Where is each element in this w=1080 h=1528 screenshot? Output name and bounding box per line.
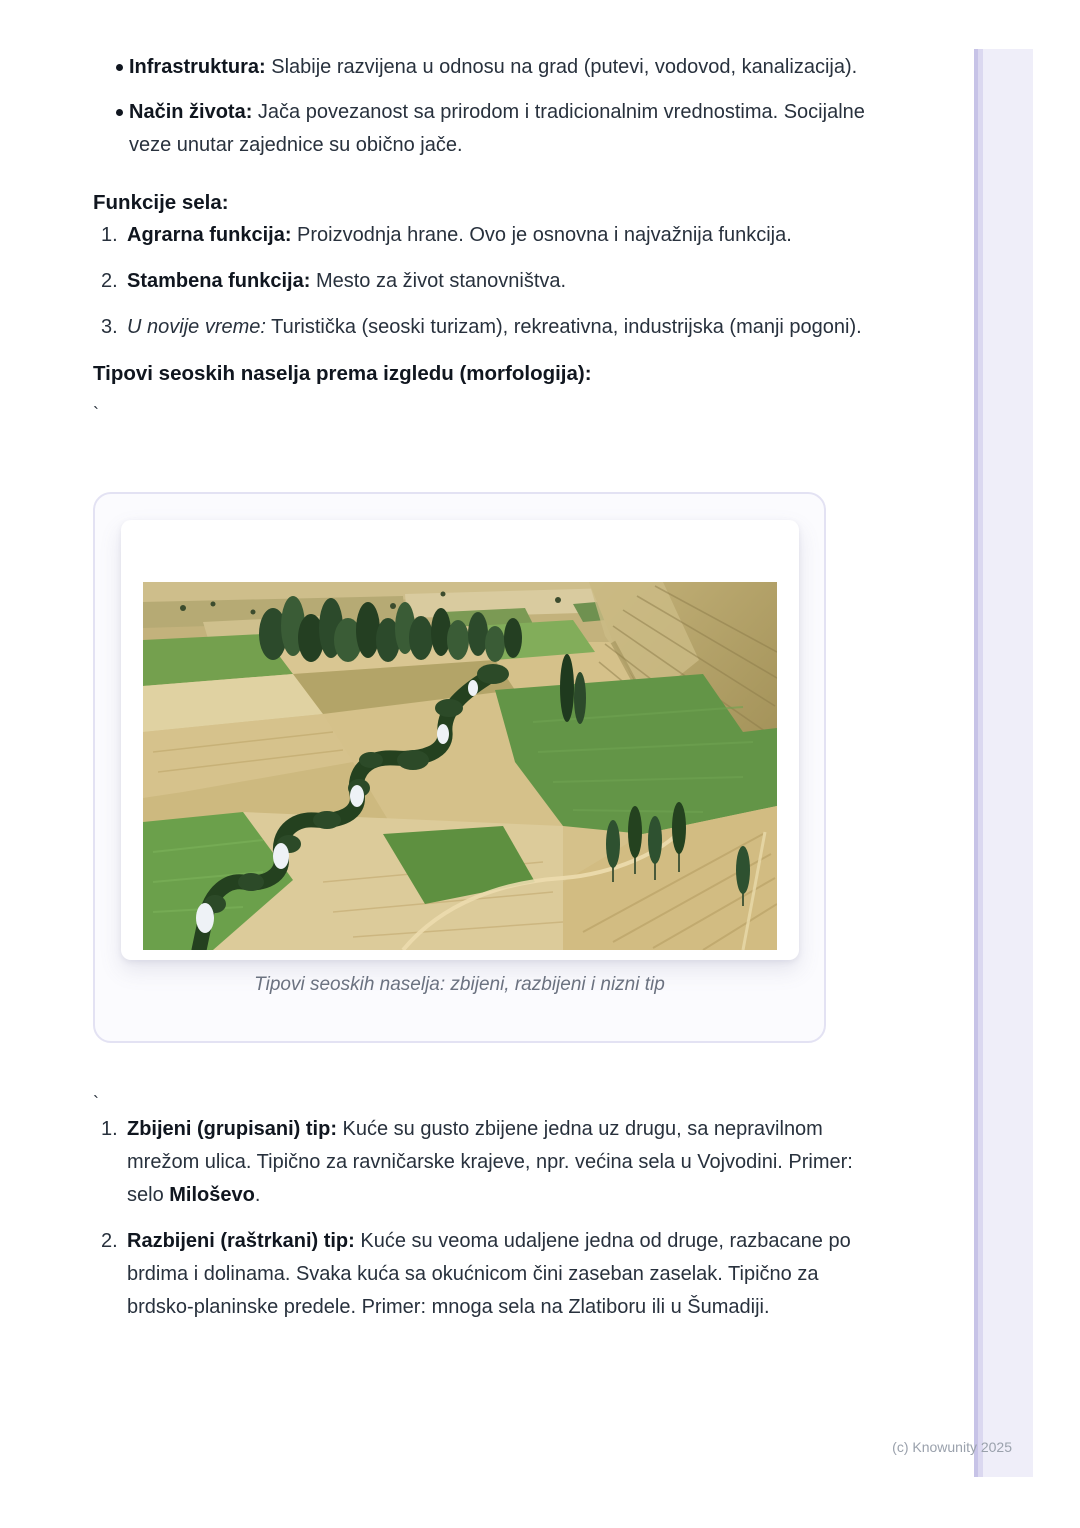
- list-item-stambena: [93, 265, 865, 298]
- watermark: (c) Knowunity 2025: [892, 1439, 1012, 1455]
- bullet-lead: Infrastruktura:: [129, 56, 266, 78]
- bullet-list: [93, 51, 865, 162]
- list-item-zbijeni: [93, 1113, 865, 1212]
- types-list: [93, 1113, 865, 1324]
- bullet-text: Jača povezanost sa prirodom i tradicionalnim vrednostima. Socijalne veze unutar zajednice su obično jače.: [129, 101, 865, 156]
- functions-heading: Funkcije sela:: [93, 191, 229, 214]
- item-text: Turistička (seoski turizam), rekreativna, industrijska (manji pogoni).: [265, 316, 862, 338]
- item-bold-term: Miloševo: [169, 1184, 255, 1206]
- bullet-dot: [116, 109, 123, 116]
- item-text: Mesto za život stanovništva.: [310, 270, 567, 292]
- inline-code-tick: `: [93, 1093, 99, 1113]
- bullet-item-nacin-zivota: [93, 96, 865, 162]
- item-lead: U novije vreme:: [127, 316, 266, 338]
- item-lead: Agrarna funkcija:: [127, 224, 292, 246]
- bullet-item-infrastruktura: [93, 51, 865, 84]
- item-text: Kuće su gusto zbijene jedna uz drugu, sa nepravilnom mrežom ulica. Tipično za ravničarske krajeve, npr. većina sela u Vojvodini. Primer: selo: [127, 1118, 853, 1206]
- inline-code-tick: `: [93, 404, 99, 424]
- item-lead: Stambena funkcija:: [127, 270, 311, 292]
- list-item-agrarna: [93, 219, 865, 252]
- village-landscape-photo[interactable]: [143, 582, 777, 950]
- functions-list: [93, 219, 865, 344]
- item-text: Kuće su veoma udaljene jedna od druge, razbacane po brdima i dolinama. Svaka kuća sa okućnicom čini zaseban zaselak. Tipično za brdsko-planinske predele. Primer: mnoga sela na Zlatiboru ili u Šumadiji.: [127, 1230, 851, 1318]
- bullet-lead: Način života:: [129, 101, 253, 123]
- bullet-text: Slabije razvijena u odnosu na grad (putevi, vodovod, kanalizacija).: [265, 56, 858, 78]
- attachment-card: [93, 492, 826, 1043]
- photo-caption: Tipovi seoskih naselja: zbijeni, razbijeni i nizni tip: [254, 974, 665, 995]
- types-heading: Tipovi seoskih naselja prema izgledu (morfologija):: [93, 362, 592, 385]
- photo-frame[interactable]: [121, 520, 799, 960]
- bullet-dot: [116, 64, 123, 71]
- item-lead: Zbijeni (grupisani) tip:: [127, 1118, 337, 1140]
- content-column: [93, 0, 865, 1337]
- page-edge-panel[interactable]: [974, 49, 1033, 1477]
- list-item-u-novije-vreme: [93, 311, 865, 344]
- item-text: Proizvodnja hrane. Ovo je osnovna i najvažnija funkcija.: [291, 224, 792, 246]
- item-tail: .: [254, 1184, 261, 1206]
- list-item-razbijeni: [93, 1225, 865, 1324]
- item-lead: Razbijeni (raštrkani) tip:: [127, 1230, 355, 1252]
